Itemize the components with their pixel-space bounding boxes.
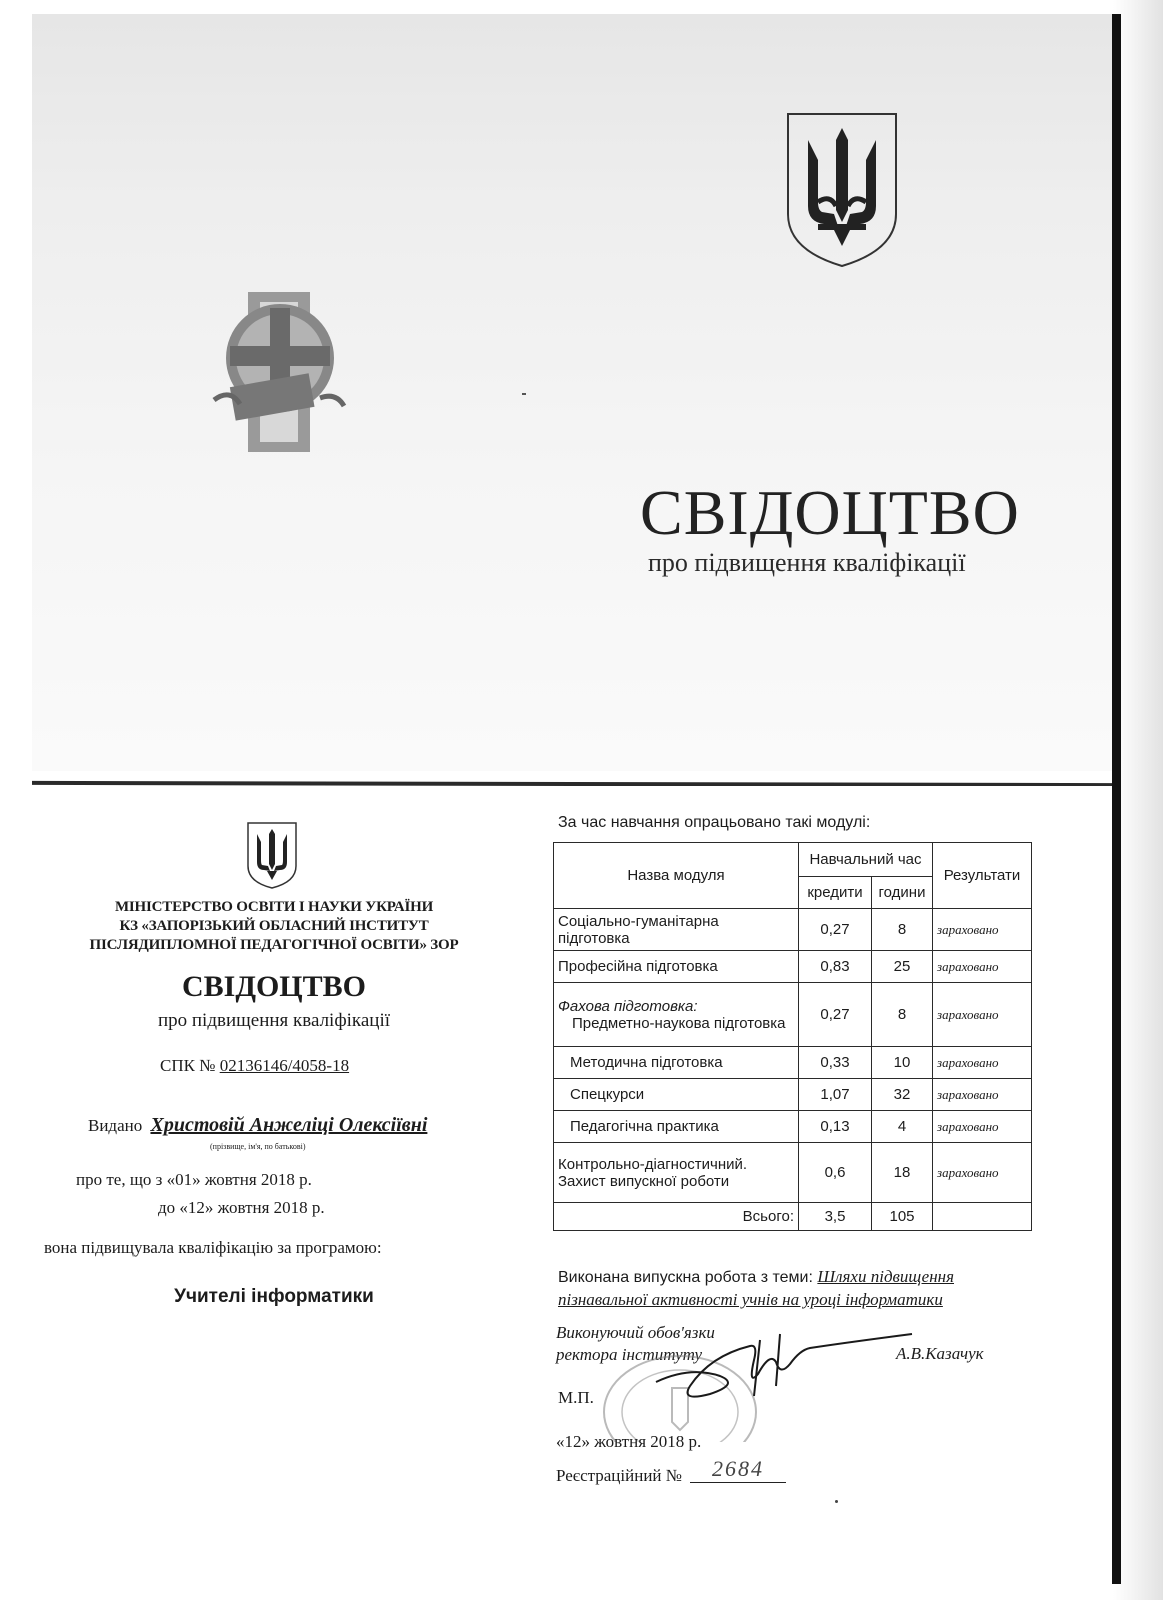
module-result: зараховано [933,1111,1032,1143]
table-row [554,1047,1032,1079]
total-hours: 105 [872,1203,933,1231]
module-result: зараховано [933,1047,1032,1079]
program-intro: вона підвищувала кваліфікацію за програмою: [44,1238,382,1257]
table-row [554,909,1032,951]
certificate-title: СВІДОЦТВО [181,970,366,1003]
table-row [554,983,1032,1047]
module-name: Предметно-наукова підготовка [572,1014,786,1032]
module-credits: 0,6 [799,1143,872,1203]
table-row [554,1143,1032,1203]
module-hours: 32 [872,1079,933,1111]
issued-label: Видано [88,1116,143,1135]
module-result: зараховано [933,1079,1032,1111]
scan-border [1112,14,1121,1584]
cover-subtitle: про підвищення кваліфікації [648,548,966,577]
module-result: зараховано [933,909,1032,951]
period-from: про те, що з «01» жовтня 2018 р. [76,1170,312,1189]
module-name: Контрольно-діагностичний. Захист випускної роботи [554,1143,799,1203]
scan-speck [522,393,526,395]
module-credits: 0,33 [799,1047,872,1079]
total-credits: 3,5 [799,1203,872,1231]
ministry-line: ПІСЛЯДИПЛОМНОЇ ПЕДАГОГІЧНОЇ ОСВІТИ» ЗОР [89,937,459,953]
issued-line [88,1114,427,1137]
modules-intro: За час навчання опрацьовано такі модулі: [558,814,871,831]
module-result: зараховано [933,983,1032,1047]
cover-page [32,14,1112,771]
registration-label: Реєстраційний № [556,1466,682,1485]
name-hint: (прізвище, ім'я, по батькові) [210,1142,306,1151]
module-credits: 0,13 [799,1111,872,1143]
section-label: Фахова підготовка: [558,997,698,1015]
period-to: до «12» жовтня 2018 р. [158,1198,325,1217]
module-hours: 8 [872,983,933,1047]
module-hours: 18 [872,1143,933,1203]
total-label: Всього: [554,1203,799,1231]
thesis-topic: Шляхи підвищення пізнавальної активності учнів на уроці інформатики [558,1267,954,1309]
header-hours: години [872,877,933,909]
signer-name: А.В.Казачук [896,1344,984,1363]
total-result [933,1203,1032,1231]
header-name: Назва модуля [554,843,799,909]
module-credits: 0,27 [799,909,872,951]
module-hours: 25 [872,951,933,983]
modules-table [553,842,1032,1231]
module-credits: 0,27 [799,983,872,1047]
table-row [554,1111,1032,1143]
spk-number: 02136146/4058-18 [219,1056,350,1075]
module-result: зараховано [933,1143,1032,1203]
module-credits: 0,83 [799,951,872,983]
module-name: Соціально-гуманітарна підготовка [554,909,799,951]
table-row [554,951,1032,983]
seal-label: М.П. [558,1388,594,1407]
certificate-subtitle: про підвищення кваліфікації [157,1010,391,1031]
table-row [554,1079,1032,1111]
thesis-label: Виконана випускна робота з теми: [558,1269,813,1286]
thesis-block [558,1266,1038,1312]
module-hours: 10 [872,1047,933,1079]
ministry-line: КЗ «ЗАПОРІЗЬКИЙ ОБЛАСНИЙ ІНСТИТУТ [119,918,429,934]
recipient-name: Христовій Анжеліці Олексіївні [150,1114,428,1136]
module-credits: 1,07 [799,1079,872,1111]
issue-date: «12» жовтня 2018 р. [556,1432,702,1451]
signature-icon [650,1326,920,1426]
ministry-header [64,898,484,955]
signer-role-line: ректора інституту [556,1345,703,1364]
module-name: Професійна підготовка [554,951,799,983]
module-name: Методична підготовка [554,1047,799,1079]
header-time: Навчальний час [799,843,933,877]
total-row [554,1203,1032,1231]
header-credits: кредити [799,877,872,909]
scan-speck [835,1500,838,1503]
registration-number: 2684 [690,1456,786,1483]
cover-title: СВІДОЦТВО [640,477,1020,548]
institute-emblem-icon [210,288,350,456]
header-results: Результати [933,843,1032,909]
module-name-cell [554,983,799,1047]
module-name: Педагогічна практика [554,1111,799,1143]
module-name: Спецкурси [554,1079,799,1111]
module-result: зараховано [933,951,1032,983]
ministry-line: МІНІСТЕРСТВО ОСВІТИ І НАУКИ УКРАЇНИ [114,899,434,915]
module-hours: 8 [872,909,933,951]
program-name: Учителі інформатики [174,1286,374,1307]
spk-label: СПК № [160,1056,216,1075]
module-hours: 4 [872,1111,933,1143]
signer-role-line: Виконуючий обов'язки [556,1323,715,1342]
trident-icon [244,820,300,890]
trident-icon [782,110,902,270]
spk-line [160,1056,349,1076]
